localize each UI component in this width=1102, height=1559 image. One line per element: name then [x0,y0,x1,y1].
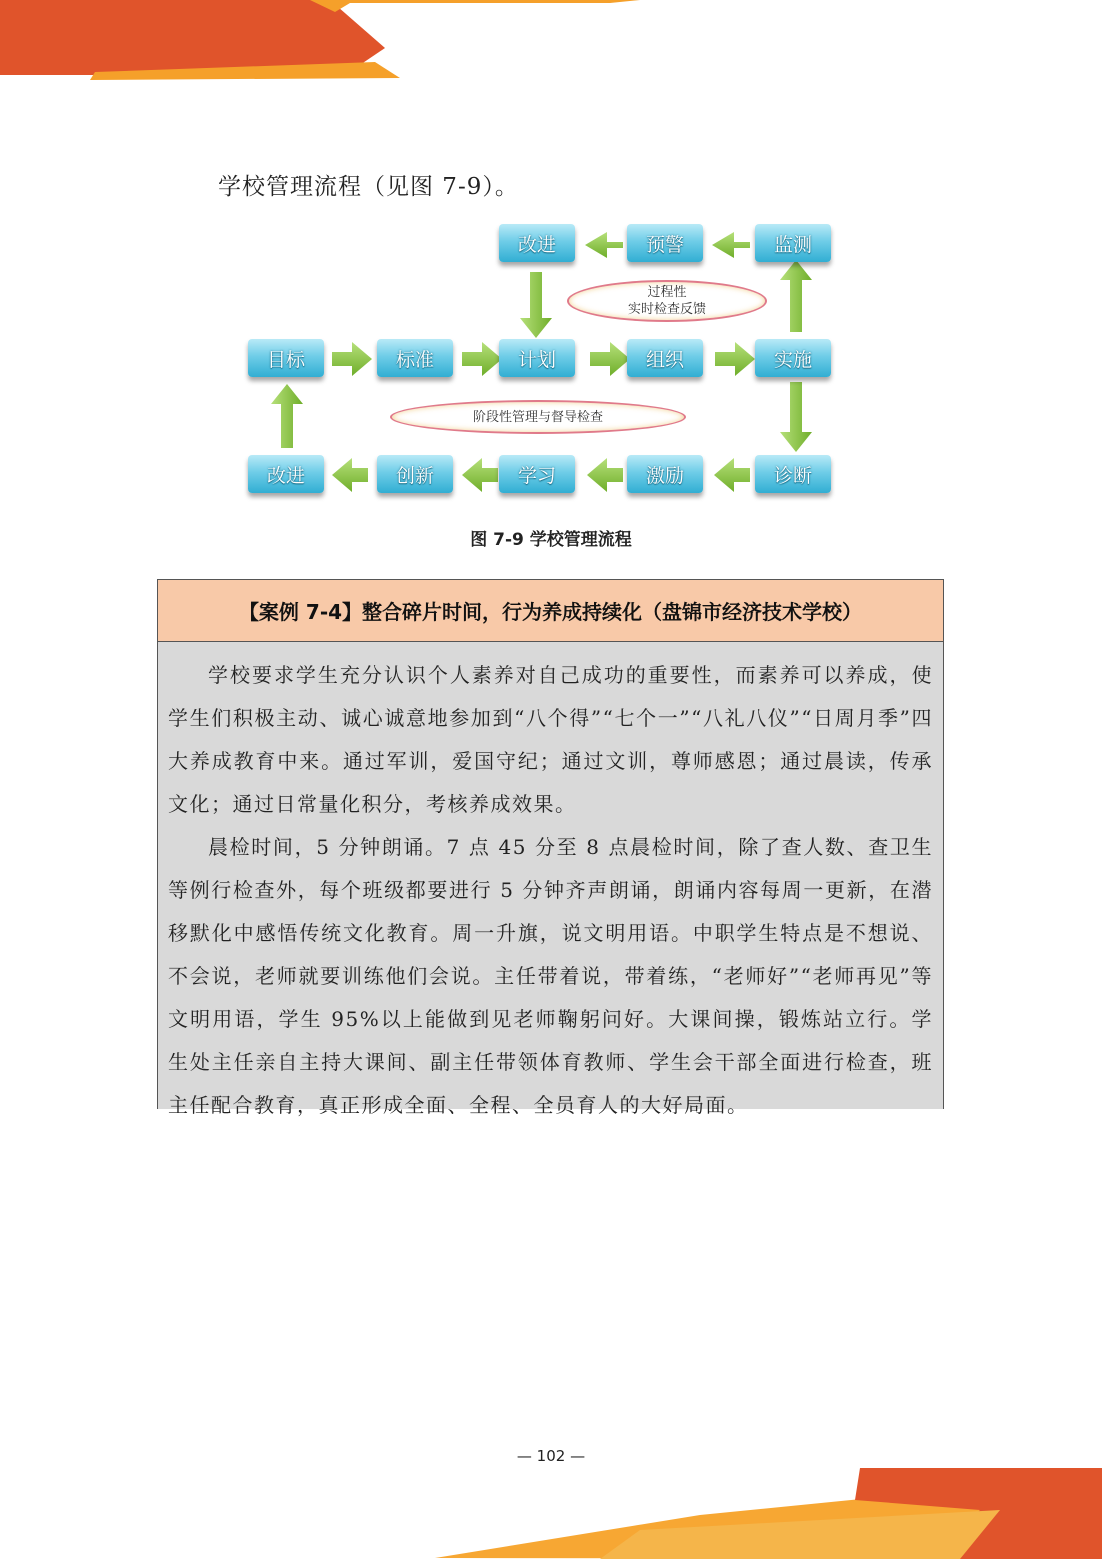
arrow-left-icon [462,458,498,492]
top-left-yellow-accent [310,0,640,12]
school-management-flowchart [240,220,840,510]
node-diagnose: 诊断 [755,455,831,493]
case-title: 【案例 7-4】整合碎片时间，行为养成持续化（盘锦市经济技术学校） [158,580,943,642]
oval-top-line-1: 过程性 [647,285,687,300]
node-goal: 目标 [248,339,324,377]
bottom-right-orange-band [855,1468,1102,1559]
arrow-down-icon [520,272,552,338]
case-box [157,579,944,1117]
arrow-left-icon [714,458,750,492]
arrow-right-icon [462,342,502,376]
node-improve-bottom: 改进 [248,455,324,493]
arrow-right-icon [590,342,630,376]
arrow-down-icon [780,382,812,452]
top-left-yellow-stripe [90,62,400,80]
intro-paragraph: 学校管理流程（见图 7-9）。 [218,174,519,200]
oval-process-feedback [567,280,767,322]
case-body [158,642,943,1117]
node-monitor: 监测 [755,224,831,262]
oval-top-line-2: 实时检查反馈 [627,302,706,317]
top-left-orange-band [0,0,385,75]
case-paragraph-1: 学校要求学生充分认识个人素养对自己成功的重要性，而素养可以养成，使学生们积极主动、诚心诚意地参加到“八个得”“七个一”“八礼八仪”“日周月季”四大养成教育中来。通过军训，爱国守纪；通过文训，尊师感恩；通过晨读，传承文化；通过日常量化积分，考核养成效果。 [168,663,933,816]
node-improve-top: 改进 [499,224,575,262]
node-warning: 预警 [627,224,703,262]
node-learn: 学习 [499,455,575,493]
arrow-up-icon [780,260,812,332]
arrow-up-icon [271,384,303,448]
arrow-left-icon [587,458,623,492]
page-number: — 102 — [516,1447,586,1465]
node-motivate: 激励 [627,455,703,493]
bottom-right-light-band [600,1510,1000,1559]
node-implement: 实施 [755,339,831,377]
node-standard: 标准 [377,339,453,377]
arrow-left-icon [332,458,368,492]
bottom-right-yellow-band [435,1475,1102,1559]
oval-stage-management: 阶段性管理与督导检查 [390,400,686,434]
arrow-left-icon [585,232,623,258]
figure-caption: 图 7-9 学校管理流程 [470,530,632,550]
node-plan: 计划 [499,339,575,377]
arrow-right-icon [715,342,755,376]
case-paragraph-2: 晨检时间，5 分钟朗诵。7 点 45 分至 8 点晨检时间，除了查人数、查卫生等例行检查外，每个班级都要进行 5 分钟齐声朗诵，朗诵内容每周一更新，在潜移默化中感悟传统文化教育。周一升旗，说文明用语。中职学生特点是不想说、不会说，老师就要训练他们会说。主任带着说，带着练，“老师好”“老师再见”等文明用语，学生 95%以上能做到见老师鞠躬问好。大课间操，锻炼站立行。学生处主任亲自主持大课间、副主任带领体育教师、学生会干部全面进行检查，班主任配合教育，真正形成全面、全程、全员育人的大好局面。 [168,835,933,1117]
arrow-left-icon [712,232,750,258]
node-organize: 组织 [627,339,703,377]
node-innovate: 创新 [377,455,453,493]
arrow-right-icon [332,342,372,376]
